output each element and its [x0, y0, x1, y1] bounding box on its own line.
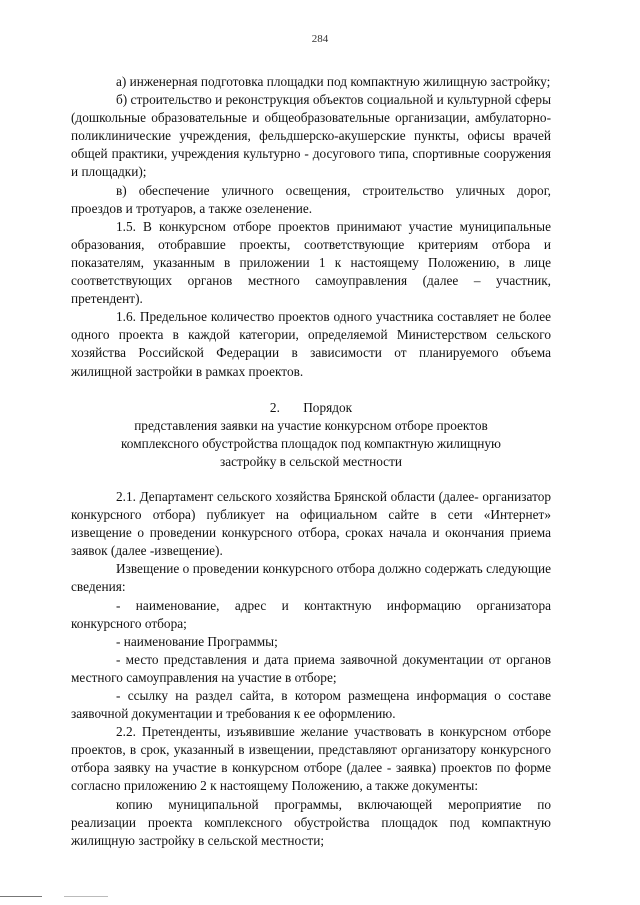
paragraph-program-copy: копию муниципальной программы, включающей мероприятие по реализации проекта комплексного обустройства площадок под компактную жилищную застройку в сельской местности;: [71, 796, 551, 848]
section-number-line: [71, 399, 551, 417]
paragraph-2-1: 2.1. Департамент сельского хозяйства Брянской области (далее- организатор конкурсного отбора) публикует на официальном сайте в сети «Интернет» извещение о проведении конкурсного отбора, сроках начала и окончания приема заявок (далее -извещение).: [71, 488, 551, 559]
footer-rule-faint: [64, 896, 108, 897]
paragraph-item-a: а) инженерная подготовка площадки под компактную жилищную застройку;: [116, 74, 551, 89]
section-heading: [71, 399, 551, 471]
spacer: [71, 471, 551, 488]
section-word: Порядок: [303, 399, 353, 415]
section-number: 2.: [269, 399, 280, 415]
page-number: 284: [311, 33, 329, 45]
paragraph-1-6: 1.6. Предельное количество проектов одного участника составляет не более одного проекта в каждой категории, определяемой Министерством сельского хозяйства Российской Федерации в зависимости от планируемого объема жилищной застройки в рамках проектов.: [71, 309, 551, 379]
list-item-program: - наименование Программы;: [116, 633, 278, 649]
footer-rule: [0, 896, 42, 897]
paragraph-notice-intro: Извещение о проведении конкурсного отбора должно содержать следующие сведения:: [71, 561, 551, 595]
paragraph-2-2: 2.2. Претенденты, изъявившие желание участвовать в конкурсном отборе проектов, в срок, указанный в извещении, представляют организатору конкурсного отбора заявку на участие в конкурсном отборе (далее - заявка) проектов по форме согласно приложению 2 к настоящему Положению, а также документы:: [71, 724, 551, 794]
document-body: [71, 73, 551, 850]
list-item-place-date: - место представления и дата приема заявочной документации от органов местного самоуправления на участие в отборе;: [71, 651, 551, 685]
section-title: представления заявки на участие конкурсном отборе проектов комплексного обустройства площадок под компактную жилищную застройку в сельской местности: [121, 417, 501, 469]
paragraph-item-c: в) обеспечение уличного освещения, строительство уличных дорог, проездов и тротуаров, а также озеленение.: [71, 182, 551, 216]
list-item-organizer: - наименование, адрес и контактную информацию организатора конкурсного отбора;: [71, 597, 551, 631]
paragraph-item-b: б) строительство и реконструкция объектов социальной и культурной сферы (дошкольные образовательные и общеобразовательные организации, амбулаторно-поликлинические учреждения, фельдшерско-акушерские пункты, офисы врачей общей практики, учреждения культурно - досугового типа, спортивные сооружения и площадки);: [71, 92, 551, 180]
paragraph-1-5: 1.5. В конкурсном отборе проектов принимают участие муниципальные образования, отобравшие проекты, соответствующие критериям отбора и показателям, указанным в приложении 1 к настоящему Положению, в лице соответствующих органов местного самоуправления (далее – участник, претендент).: [71, 218, 551, 307]
list-item-link: - ссылку на раздел сайта, в котором размещена информация о составе заявочной документации и требования к ее оформлению.: [71, 688, 551, 722]
